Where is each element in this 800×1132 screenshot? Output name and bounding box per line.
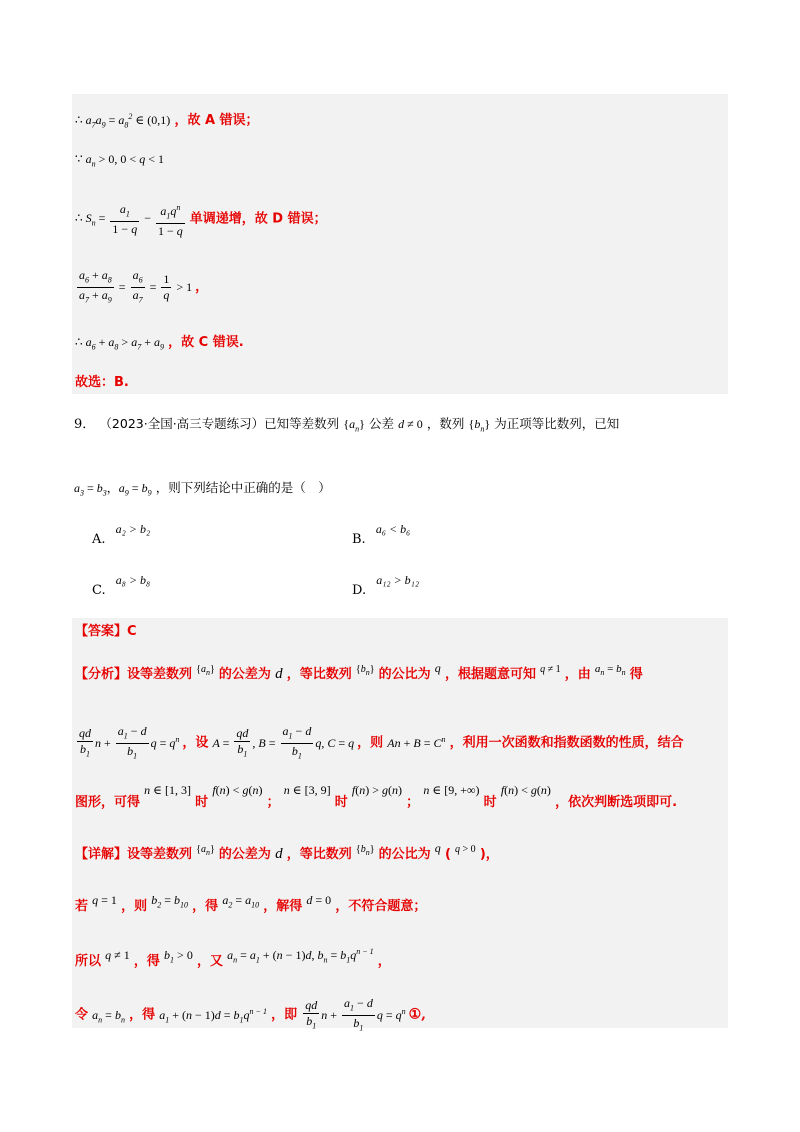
math-d: d [275, 846, 283, 862]
detail-line-2 [75, 893, 427, 921]
analysis-text: ，由 [564, 667, 591, 682]
option-expr: a₆ < b₆ [375, 522, 411, 536]
option-letter: B. [352, 532, 366, 547]
math-range-3: n ∈ [9, +∞) [423, 783, 480, 797]
option-d[interactable] [352, 573, 420, 598]
analysis-text: 时 [483, 795, 497, 810]
text-positive-geo: 为正项等比数列，已知 [494, 416, 620, 431]
math-q-eq-1: q = 1 [92, 893, 117, 907]
detail-text: ，等比数列 [286, 847, 352, 862]
detail-text: ，则 [121, 899, 148, 914]
analysis-text: 的公差为 [218, 667, 271, 682]
analysis-text: ； [266, 795, 280, 810]
text-d-wrong: 单调递增，故 D 错误； [189, 211, 327, 227]
math-b2-b10: $b_2 = b_{10}$ [151, 893, 189, 910]
analysis-text: 图形，可得 [75, 795, 141, 810]
math-q: q [434, 841, 441, 855]
analysis-text: 【分析】设等差数列 [75, 667, 193, 682]
detail-text: ， [377, 954, 391, 969]
line-3 [75, 200, 327, 239]
detail-text: 所以 [75, 954, 102, 969]
math-general-terms: $a_n = a_1 + (n - 1)d$, $b_n = b_1q^{n - 1}$ [227, 947, 374, 965]
detail-text: ，即 [271, 1007, 298, 1023]
math-expr: ∵ $a_n > 0$, 0 < q < 1 [75, 152, 164, 169]
detail-text: 【详解】设等差数列 [75, 847, 193, 862]
analysis-text: ，等比数列 [286, 667, 352, 682]
detail-text: ，又 [196, 954, 223, 969]
option-expr: a₁₂ > b₁₂ [376, 573, 420, 587]
math-bn: {bn} [355, 844, 375, 857]
math-q-ne-1: q ≠ 1 [540, 664, 561, 675]
detail-text: 令 [75, 1007, 89, 1023]
math-expr: ∴ $a_6 + a_8 > a_7 + a_9$ [75, 335, 164, 352]
detail-line-4 [75, 996, 426, 1036]
question-number: 9． [74, 417, 96, 432]
analysis-text: 得 [629, 667, 643, 682]
question-stem [74, 413, 619, 433]
equation-marker: ①, [408, 1006, 427, 1023]
final-choice: 故选：B. [75, 375, 129, 390]
math-expr: $\frac{a_6 + a_8}{a_7 + a_9}$ = $\frac{a_6}{a_7}$ = $\frac{1}{q}$ > 1 [79, 268, 193, 305]
math-expr: ∴ $S_n$ = $\frac{a_1}{1 - q}$ − $\frac{a_1q^n}{1 - q}$ [75, 202, 183, 239]
answer-label: 【答案】C [75, 624, 137, 639]
option-c[interactable] [92, 573, 151, 598]
math-conditions: $a_3 = b_3$，$a_9 = b_9$ [74, 481, 152, 498]
question-source: （2023·全国·高三专题练习）已知等差数列 [99, 416, 340, 431]
analysis-line-2 [75, 724, 684, 764]
math-ineq-3: f(n) < g(n) [500, 783, 551, 797]
detail-text: ，得 [133, 954, 160, 969]
detail-text: ，得 [192, 899, 219, 914]
option-letter: A. [92, 532, 106, 547]
detail-line-3 [75, 948, 391, 976]
math-d: d [275, 666, 283, 682]
analysis-text: ，利用一次函数和指数函数的性质，结合 [449, 735, 684, 751]
option-expr: a₈ > b₈ [115, 573, 151, 587]
option-letter: C. [92, 583, 106, 598]
line-6 [75, 373, 129, 393]
option-expr: a₂ > b₂ [115, 522, 151, 536]
option-a[interactable] [92, 522, 151, 547]
math-bn: {bn} [355, 664, 375, 677]
detail-text: ，不符合题意； [335, 899, 427, 914]
option-b[interactable] [352, 522, 411, 547]
text-c-wrong: ，故 C 错误. [168, 335, 244, 350]
line-5 [75, 332, 244, 357]
analysis-text: 的公比为 [378, 667, 431, 682]
math-set-abc: A = $\frac{qd}{b_1}$ , B = $\frac{a_1 - d}{b_1}$ q, C = q [212, 724, 358, 761]
detail-text: ，解得 [263, 899, 303, 914]
analysis-text: 时 [195, 795, 209, 810]
math-ineq-1: f(n) < g(n) [212, 783, 263, 797]
detail-text: ，得 [129, 1007, 156, 1023]
math-an-eq-bn: $a_n = b_n$ [92, 1007, 125, 1025]
analysis-line-1 [75, 661, 643, 689]
detail-text: 若 [75, 899, 89, 914]
math-range-1: n ∈ [1, 3] [144, 783, 192, 797]
text-which-correct: ，则下列结论中正确的是（ ） [155, 480, 331, 495]
text-shulie: ，数列 [426, 416, 465, 431]
math-ineq-2: f(n) > g(n) [351, 783, 403, 797]
math-eq-1: $\frac{qd}{b_1}$ n + $\frac{a_1 - d}{b_1}$ $q = q^n$ [305, 996, 406, 1033]
option-letter: D. [352, 583, 367, 598]
detail-text: 的公差为 [218, 847, 271, 862]
math-eq-expanded: $a_1 + (n - 1)d = b_1q^{n - 1}$ [159, 1006, 267, 1025]
detail-text: )， [479, 847, 499, 862]
line-1 [75, 107, 259, 135]
text-a-wrong: ，故 A 错误； [174, 113, 259, 128]
analysis-text: ，根据题意可知 [444, 667, 536, 682]
math-an-b: $An + B = C^n$ [387, 734, 446, 750]
detail-line-1 [75, 841, 499, 869]
math-an: {an} [196, 664, 215, 677]
detail-text: ( [444, 847, 451, 862]
math-q-gt-0: q > 0 [455, 844, 476, 855]
analysis-text: ，依次判断选项即可. [555, 795, 678, 810]
analysis-text: 时 [334, 795, 348, 810]
text-gongcha: 公差 [369, 416, 395, 431]
math-d-eq-0: d = 0 [306, 893, 332, 907]
math-a2-a10: $a_2 = a_{10}$ [222, 893, 260, 910]
line-2 [75, 149, 164, 174]
analysis-text: ； [406, 795, 420, 810]
analysis-text: ，则 [357, 735, 384, 751]
math-q: q [434, 661, 441, 675]
math-bn: $\{b_n\}$ [468, 417, 491, 434]
math-expr: ∴ $a_7a_9 = a_8^2$ ∈ (0,1) [75, 112, 171, 130]
analysis-text: ，设 [182, 735, 209, 751]
line-4 [75, 268, 208, 308]
math-an-eq-bn: an = bn [594, 663, 626, 678]
math-b1-gt-0: $b_1 > 0$ [164, 948, 193, 965]
question-stem-line2 [74, 478, 331, 497]
comma: ， [195, 279, 209, 295]
math-an: $\{a_n\}$ [343, 417, 365, 434]
analysis-line-3 [75, 783, 678, 813]
math-range-2: n ∈ [3, 9] [283, 783, 331, 797]
detail-text: 的公比为 [378, 847, 431, 862]
math-eq: $\frac{qd}{b_1}$ n + $\frac{a_1 - d}{b_1}$ $q = q^n$ [79, 724, 180, 761]
answer-label-line [75, 622, 137, 642]
math-q-ne-1: q ≠ 1 [105, 948, 130, 962]
math-an: {an} [196, 844, 215, 857]
math-d-ne-0: d ≠ 0 [398, 417, 423, 431]
